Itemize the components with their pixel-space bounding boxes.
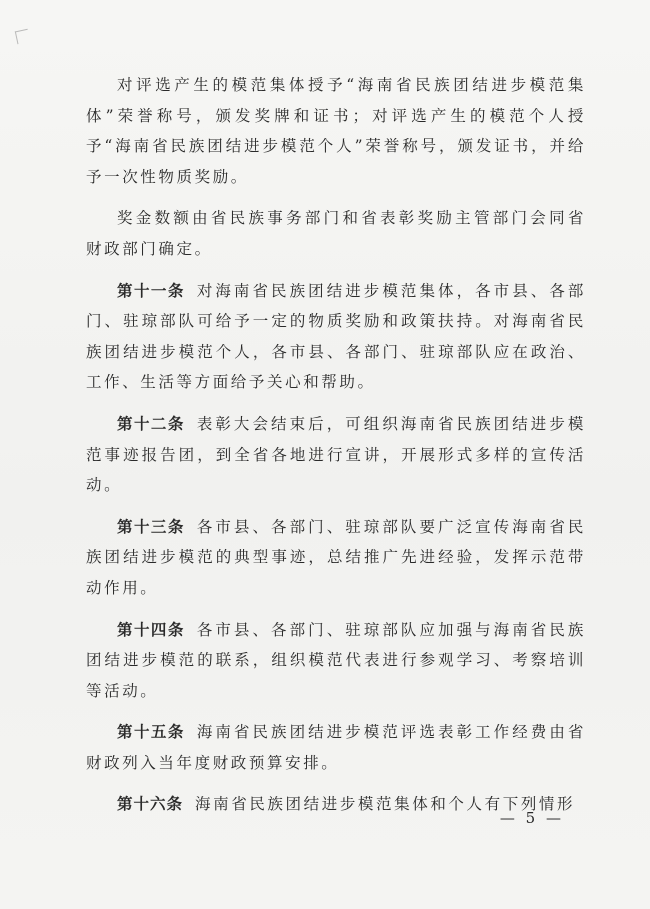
staple-mark [15,29,30,44]
text-line: 作用。 [104,578,159,597]
text-line: 海南省民族团结进步模范集体和个人有下列情形 [195,795,576,814]
body-paragraph [86,70,586,192]
article-paragraph [86,512,586,604]
text-line: 对海南省民族团结进步模范集体，各市县、各部 [196,281,586,300]
article-number: 第十一条 [117,280,185,300]
text-line: 一次性物质奖励。 [104,167,249,186]
article-number: 第十二条 [117,413,185,433]
article-paragraph [86,717,586,778]
text-line: 族团结进步模范的典型事迹，总结推广先进经验，发挥示范带动 [86,548,586,597]
text-line: 海南省民族团结进步模范评选表彰工作经费由省 [196,723,586,742]
text-line: 表彰大会结束后，可组织海南省民族团结进步模 [196,414,586,433]
article-paragraph [86,409,586,501]
text-line: 门、驻琼部队可给予一定的物质奖励和政策扶持。对海南省民族 [86,312,586,361]
text-line: 作、生活等方面给予关心和帮助。 [104,373,376,392]
article-number: 第十三条 [117,516,185,536]
text-line: “海南省民族团结进步模范个人”荣誉称号，颁发证书，并给予 [86,137,586,186]
body-paragraph [86,203,586,264]
page-number: — 5 — [499,809,564,827]
document-body [86,70,586,831]
article-number: 第十四条 [117,619,185,639]
text-line: 活动。 [104,681,159,700]
article-paragraph [86,276,586,398]
text-line: 各市县、各部门、驻琼部队要广泛宣传海南省民 [196,517,586,536]
text-line: 政部门确定。 [104,239,213,258]
text-line: 动。 [86,476,123,495]
article-number: 第十五条 [117,722,185,742]
text-line: 各市县、各部门、驻琼部队应加强与海南省民族 [196,620,586,639]
article-number: 第十六条 [117,794,184,814]
text-line: 团结进步模范个人，各市县、各部门、驻琼部队应在政治、工 [86,342,586,392]
text-line: 体”荣誉称号，颁发奖牌和证书；对评选产生的模范个人授予 [86,106,586,156]
text-line: 团结进步模范的联系，组织模范代表进行参观学习、考察培训等 [86,651,586,700]
text-line: 财政列入当年度财政预算安排。 [86,753,340,772]
text-line: 对评选产生的模范集体授予“海南省民族团结进步模范集 [117,76,586,94]
article-paragraph [86,615,586,707]
text-line: 范事迹报告团，到全省各地进行宣讲，开展形式多样的宣传活 [86,445,586,464]
text-line: 奖金数额由省民族事务部门和省表彰奖励主管部门会同省财 [86,209,586,258]
